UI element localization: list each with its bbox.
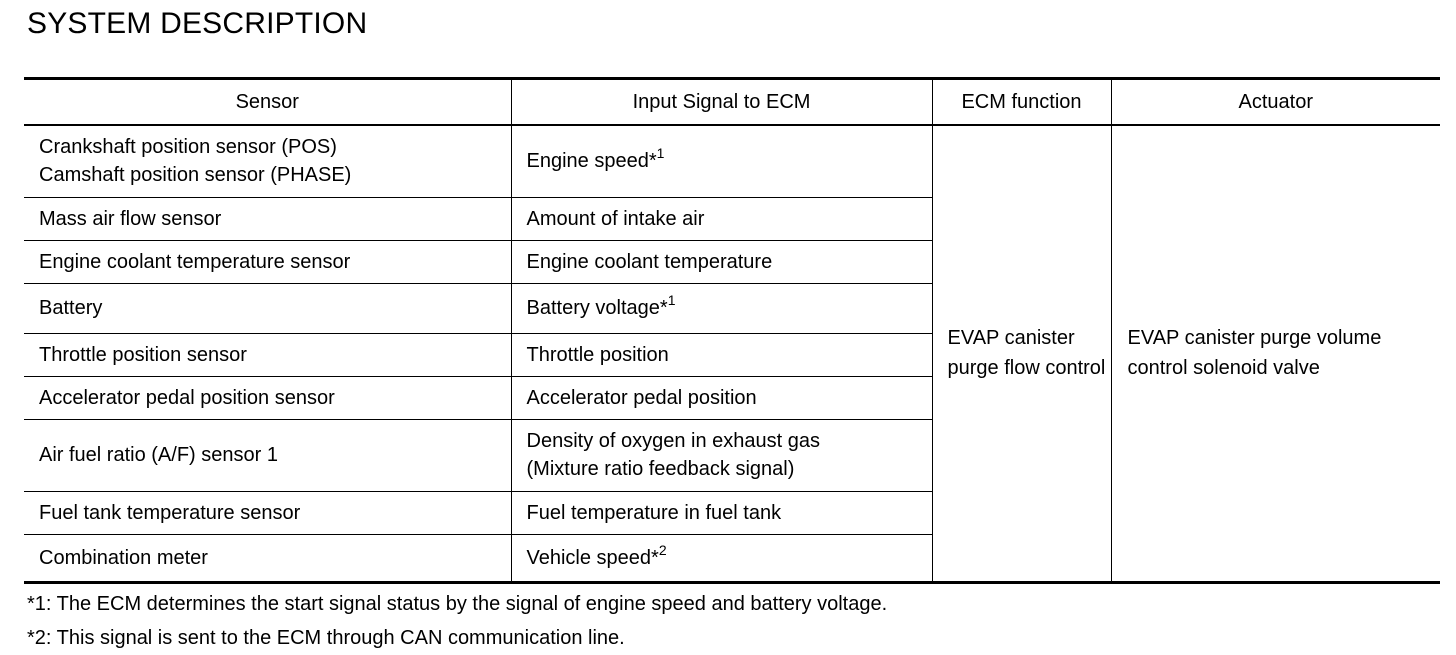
sensor-cell <box>24 333 511 376</box>
header-sensor: Sensor <box>24 79 511 126</box>
table-row <box>24 125 1440 197</box>
ecm-function-cell <box>932 125 1111 582</box>
sensor-cell <box>24 419 511 491</box>
sensor-name: Mass air flow sensor <box>39 207 222 230</box>
footnote-mark: 1 <box>656 145 665 162</box>
signal-cell <box>511 534 932 582</box>
page-title: SYSTEM DESCRIPTION <box>27 7 368 40</box>
signal-cell <box>511 125 932 197</box>
signal-cell <box>511 240 932 283</box>
table-header-row <box>24 79 1440 126</box>
signal-cell <box>511 491 932 534</box>
header-actuator: Actuator <box>1111 79 1440 126</box>
sensor-name: Engine coolant temperature sensor <box>39 250 351 273</box>
signal-text: Engine speed* <box>526 150 657 173</box>
signal-cell <box>511 197 932 240</box>
sensor-name: Throttle position sensor <box>39 343 247 366</box>
signal-cell <box>511 333 932 376</box>
system-description-table <box>24 77 1440 584</box>
header-ecm-function: ECM function <box>932 79 1111 126</box>
signal-text: Amount of intake air <box>526 207 705 230</box>
signal-text: Fuel temperature in fuel tank <box>526 501 782 524</box>
sensor-name: Air fuel ratio (A/F) sensor 1 <box>39 444 278 466</box>
signal-cell <box>511 376 932 419</box>
signal-text: (Mixture ratio feedback signal) <box>526 458 795 480</box>
signal-cell <box>511 419 932 491</box>
actuator-cell <box>1111 125 1440 582</box>
footnote-mark: 2 <box>658 541 667 558</box>
sensor-cell <box>24 125 511 197</box>
signal-cell <box>511 283 932 333</box>
signal-text: Engine coolant temperature <box>526 250 773 273</box>
sensor-name: Accelerator pedal position sensor <box>39 386 335 409</box>
footnote-1: *1: The ECM determines the start signal status by the signal of engine speed and battery voltage. <box>27 593 888 615</box>
footnote-2: *2: This signal is sent to the ECM through CAN communication line. <box>27 627 625 649</box>
sensor-name: Camshaft position sensor (PHASE) <box>39 164 352 187</box>
sensor-cell <box>24 376 511 419</box>
sensor-cell <box>24 491 511 534</box>
signal-text: Accelerator pedal position <box>526 386 757 409</box>
sensor-cell <box>24 240 511 283</box>
signal-text: Battery voltage* <box>526 297 668 319</box>
sensor-name: Fuel tank temperature sensor <box>39 501 301 524</box>
sensor-name: Combination meter <box>39 546 208 569</box>
signal-text: Vehicle speed* <box>526 546 659 569</box>
footnotes <box>27 587 887 655</box>
ecm-function-text: EVAP canister purge flow control <box>947 327 1106 380</box>
header-input-signal: Input Signal to ECM <box>511 79 932 126</box>
actuator-text: EVAP canister purge volume control solenoid valve <box>1127 327 1382 380</box>
sensor-cell <box>24 283 511 333</box>
sensor-cell <box>24 534 511 582</box>
sensor-name: Crankshaft position sensor (POS) <box>39 136 337 159</box>
sensor-cell <box>24 197 511 240</box>
signal-text: Density of oxygen in exhaust gas <box>526 430 821 452</box>
signal-text: Throttle position <box>526 343 669 366</box>
footnote-mark: 1 <box>667 292 676 308</box>
sensor-name: Battery <box>39 297 103 319</box>
